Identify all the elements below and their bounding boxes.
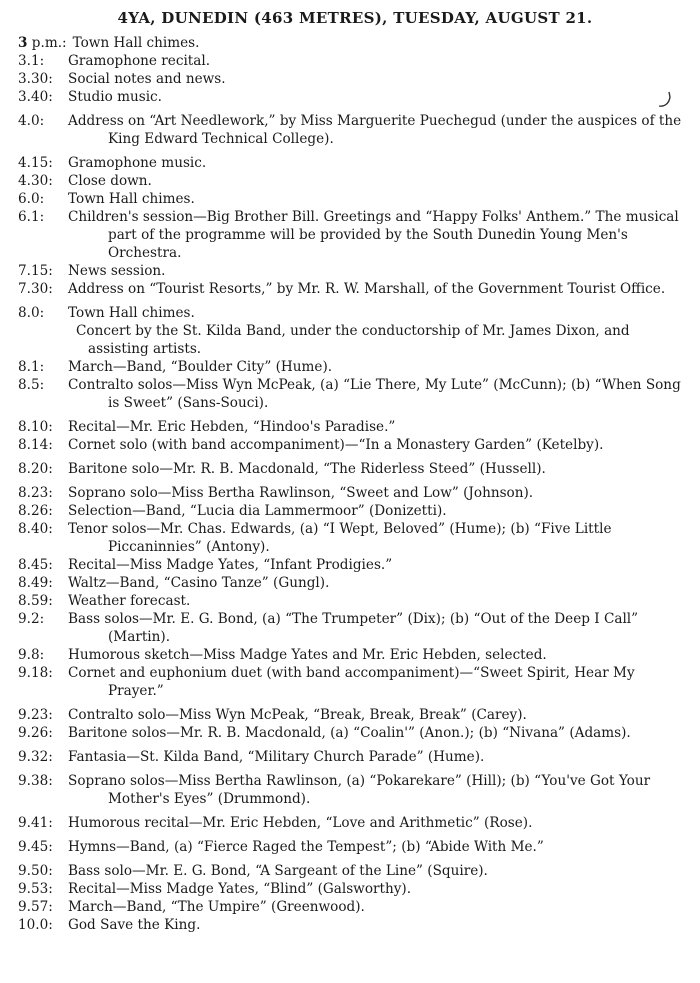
entry-text: Close down. <box>68 173 152 189</box>
entry-text: Town Hall chimes. <box>68 305 195 321</box>
entry-text: Social notes and news. <box>68 71 226 87</box>
entry-text: Baritone solos—Mr. R. B. Macdonald, (a) “Coalin'” (Anon.); (b) “Nivana” (Adams). <box>68 725 631 741</box>
entry-time: 9.41: <box>18 815 53 831</box>
entry-text: Studio music. <box>68 89 162 105</box>
entry-text: God Save the King. <box>68 917 201 933</box>
entry-text: Gramophone recital. <box>68 53 211 69</box>
entry-time: 9.8: <box>18 647 45 663</box>
programme-entry <box>18 322 688 358</box>
entry-time: 9.45: <box>18 839 53 855</box>
programme-entry <box>18 592 688 610</box>
entry-text: Soprano solos—Miss Bertha Rawlinson, (a) “Pokarekare” (Hill); (b) “You've Got Your Mother's Eyes” (Drummond). <box>68 773 651 807</box>
entry-time: 9.53: <box>18 881 53 897</box>
programme-entry <box>18 154 688 172</box>
entry-text: Baritone solo—Mr. R. B. Macdonald, “The Riderless Steed” (Hussell). <box>68 461 546 477</box>
entry-time: 8.40: <box>18 521 53 537</box>
programme-entry <box>18 484 688 502</box>
programme-entry <box>18 52 688 70</box>
entry-time: 8.1: <box>18 359 45 375</box>
entry-time: 3.30: <box>18 71 53 87</box>
programme-entry <box>18 862 688 880</box>
programme-entry <box>18 610 688 646</box>
entry-text: Contralto solos—Miss Wyn McPeak, (a) “Lie There, My Lute” (McCunn); (b) “When Song is Sweet” (Sans-Souci). <box>68 377 681 411</box>
entry-text: News session. <box>68 263 166 279</box>
programme-entry <box>18 838 688 856</box>
entry-time: 8.49: <box>18 575 53 591</box>
entry-text: Recital—Miss Madge Yates, “Blind” (Galsworthy). <box>68 881 412 897</box>
entry-text: Recital—Miss Madge Yates, “Infant Prodigies.” <box>68 557 393 573</box>
programme-entry <box>18 208 688 262</box>
entry-time: 9.18: <box>18 665 53 681</box>
entry-text: Address on “Tourist Resorts,” by Mr. R. W. Marshall, of the Government Tourist Office. <box>68 281 666 297</box>
entry-text: Tenor solos—Mr. Chas. Edwards, (a) “I Wept, Beloved” (Hume); (b) “Five Little Piccaninnies” (Antony). <box>68 521 612 555</box>
ink-mark-icon <box>655 88 677 110</box>
programme-entry <box>18 706 688 724</box>
entry-time: 9.26: <box>18 725 53 741</box>
entry-time: 6.0: <box>18 191 45 207</box>
entry-time: 3 p.m.: <box>18 35 67 51</box>
programme-entry <box>18 376 688 412</box>
programme-entry <box>18 190 688 208</box>
entry-time: 9.57: <box>18 899 53 915</box>
programme-entry <box>18 88 688 106</box>
entry-time: 4.30: <box>18 173 53 189</box>
programme-entry <box>18 280 688 298</box>
entry-text: Cornet solo (with band accompaniment)—“In a Monastery Garden” (Ketelby). <box>68 437 604 453</box>
programme-entry <box>18 358 688 376</box>
programme-entry <box>18 262 688 280</box>
programme-entry <box>18 172 688 190</box>
entry-text: Waltz—Band, “Casino Tanze” (Gungl). <box>68 575 330 591</box>
programme-entry <box>18 724 688 742</box>
entry-time: 7.15: <box>18 263 53 279</box>
programme-entry <box>18 502 688 520</box>
entry-time: 8.5: <box>18 377 45 393</box>
entry-time: 7.30: <box>18 281 53 297</box>
entry-text: Cornet and euphonium duet (with band accompaniment)—“Sweet Spirit, Hear My Prayer.” <box>68 665 635 699</box>
page-title: 4YA, DUNEDIN (463 METRES), TUESDAY, AUGUST 21. <box>117 9 593 27</box>
entry-time: 9.32: <box>18 749 53 765</box>
entry-text: Soprano solo—Miss Bertha Rawlinson, “Sweet and Low” (Johnson). <box>68 485 534 501</box>
programme-entry <box>18 304 688 322</box>
programme-entry <box>18 418 688 436</box>
entry-text: Concert by the St. Kilda Band, under the conductorship of Mr. James Dixon, and assisting artists. <box>76 323 630 357</box>
entry-text: Weather forecast. <box>68 593 191 609</box>
entry-text: Hymns—Band, (a) “Fierce Raged the Tempest”; (b) “Abide With Me.” <box>68 839 544 855</box>
entry-text: Gramophone music. <box>68 155 207 171</box>
entry-time: 9.2: <box>18 611 45 627</box>
entry-text: Fantasia—St. Kilda Band, “Military Church Parade” (Hume). <box>68 749 485 765</box>
entry-time: 8.45: <box>18 557 53 573</box>
entry-text: Selection—Band, “Lucia dia Lammermoor” (Donizetti). <box>68 503 447 519</box>
programme-entry <box>18 436 688 454</box>
entry-time: 8.10: <box>18 419 53 435</box>
entry-text: Children's session—Big Brother Bill. Greetings and “Happy Folks' Anthem.” The musical part of the programme will be provided by the South Dunedin Young Men's Orchestra. <box>68 209 679 261</box>
programme-entry <box>18 70 688 88</box>
programme-entry <box>18 664 688 700</box>
entry-time: 3.1: <box>18 53 45 69</box>
programme-entry <box>18 916 688 934</box>
entry-time: 8.23: <box>18 485 53 501</box>
entry-time: 8.14: <box>18 437 53 453</box>
entry-time: 9.38: <box>18 773 53 789</box>
entry-time: 8.20: <box>18 461 53 477</box>
entry-text: Town Hall chimes. <box>72 35 200 51</box>
entry-time: 3.40: <box>18 89 53 105</box>
entry-time: 10.0: <box>18 917 53 933</box>
programme-entry <box>18 898 688 916</box>
entry-text: March—Band, “The Umpire” (Greenwood). <box>68 899 365 915</box>
entry-text: Address on “Art Needlework,” by Miss Marguerite Puechegud (under the auspices of the King Edward Technical College). <box>68 113 682 147</box>
entry-text: Town Hall chimes. <box>68 191 195 207</box>
programme-entry <box>18 772 688 808</box>
programme-entry <box>18 520 688 556</box>
programme-entry <box>18 460 688 478</box>
programme-entry <box>18 748 688 766</box>
entry-time: 4.0: <box>18 113 45 129</box>
entry-text: Bass solos—Mr. E. G. Bond, (a) “The Trumpeter” (Dix); (b) “Out of the Deep I Call” (Martin). <box>68 611 639 645</box>
programme-entry <box>18 646 688 664</box>
programme-entry <box>18 814 688 832</box>
entry-text: March—Band, “Boulder City” (Hume). <box>68 359 333 375</box>
entry-text: Contralto solo—Miss Wyn McPeak, “Break, Break, Break” (Carey). <box>68 707 527 723</box>
entry-time: 6.1: <box>18 209 45 225</box>
programme-entry <box>18 34 688 52</box>
programme-entry <box>18 556 688 574</box>
entry-time: 8.59: <box>18 593 53 609</box>
entry-time: 4.15: <box>18 155 53 171</box>
entry-time: 9.50: <box>18 863 53 879</box>
entry-text: Recital—Mr. Eric Hebden, “Hindoo's Paradise.” <box>68 419 396 435</box>
entry-text: Humorous sketch—Miss Madge Yates and Mr. Eric Hebden, selected. <box>68 647 547 663</box>
programme-entry <box>18 574 688 592</box>
programme-entry <box>18 880 688 898</box>
programme-entry <box>18 112 688 148</box>
programme-list <box>18 34 688 934</box>
entry-time: 9.23: <box>18 707 53 723</box>
entry-text: Bass solo—Mr. E. G. Bond, “A Sargeant of the Line” (Squire). <box>68 863 488 879</box>
entry-text: Humorous recital—Mr. Eric Hebden, “Love and Arithmetic” (Rose). <box>68 815 533 831</box>
entry-time: 8.0: <box>18 305 45 321</box>
entry-time: 8.26: <box>18 503 53 519</box>
